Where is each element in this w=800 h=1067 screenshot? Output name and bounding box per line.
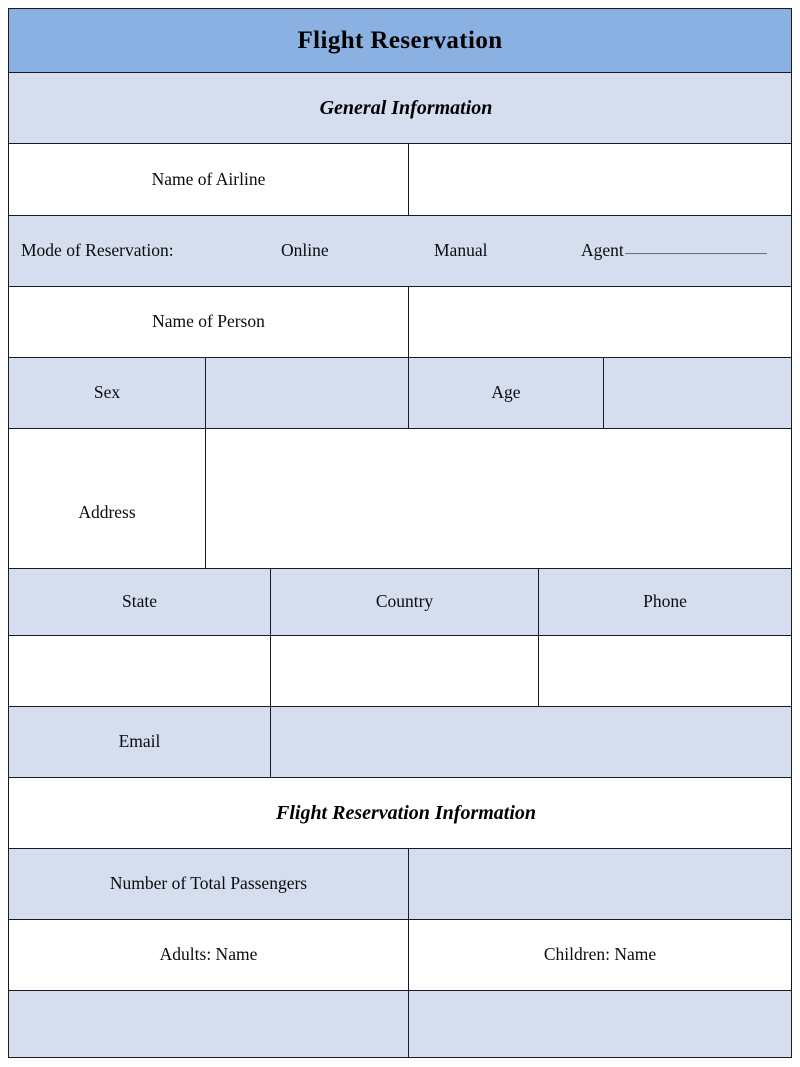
flight-reservation-form-table	[8, 8, 792, 1058]
country-label-cell	[271, 569, 539, 636]
sex-age-row	[9, 358, 792, 429]
location-header-row	[9, 569, 792, 636]
total-passengers-label-cell	[9, 849, 409, 920]
address-label-cell	[9, 429, 206, 569]
age-label-cell	[409, 358, 604, 429]
adults-label: Adults: Name	[159, 944, 258, 965]
title-row	[9, 9, 792, 73]
children-label-cell	[409, 920, 792, 991]
sex-input-cell[interactable]	[206, 358, 409, 429]
person-row	[9, 287, 792, 358]
section-heading-flight: Flight Reservation Information	[275, 801, 537, 824]
airline-input-cell[interactable]	[409, 144, 792, 216]
state-label: State	[122, 591, 157, 612]
mode-option-manual[interactable]: Manual	[434, 240, 488, 261]
state-input-cell[interactable]	[9, 636, 271, 707]
person-label-cell	[9, 287, 409, 358]
person-label: Name of Person	[152, 311, 265, 332]
age-input-cell[interactable]	[604, 358, 792, 429]
age-label: Age	[491, 382, 521, 403]
agent-name-input[interactable]	[625, 253, 767, 254]
address-label: Address	[78, 501, 136, 522]
total-passengers-label: Number of Total Passengers	[109, 873, 308, 894]
total-passengers-input-cell[interactable]	[409, 849, 792, 920]
page-title: Flight Reservation	[297, 26, 503, 54]
passenger-names-header-row	[9, 920, 792, 991]
phone-input-cell[interactable]	[539, 636, 792, 707]
mode-of-reservation-label: Mode of Reservation:	[21, 240, 174, 261]
adults-label-cell	[9, 920, 409, 991]
children-label: Children: Name	[543, 944, 657, 965]
phone-label: Phone	[643, 591, 687, 612]
mode-of-reservation-cell	[9, 216, 792, 287]
sex-label: Sex	[93, 382, 121, 403]
total-passengers-row	[9, 849, 792, 920]
airline-label: Name of Airline	[151, 168, 266, 189]
mode-of-reservation-row	[9, 216, 792, 287]
email-label: Email	[118, 731, 161, 752]
country-input-cell[interactable]	[271, 636, 539, 707]
state-label-cell	[9, 569, 271, 636]
flight-information-heading-row	[9, 778, 792, 849]
general-information-heading-row	[9, 73, 792, 144]
mode-option-online[interactable]: Online	[281, 240, 329, 261]
address-row	[9, 429, 792, 569]
form-title-cell	[9, 9, 792, 73]
email-row	[9, 707, 792, 778]
country-label: Country	[375, 591, 434, 612]
children-input-cell[interactable]	[409, 991, 792, 1058]
section-heading-flight-cell	[9, 778, 792, 849]
section-heading-general: General Information	[319, 96, 493, 119]
email-label-cell	[9, 707, 271, 778]
passenger-names-input-row	[9, 991, 792, 1058]
adults-input-cell[interactable]	[9, 991, 409, 1058]
airline-label-cell	[9, 144, 409, 216]
section-heading-general-cell	[9, 73, 792, 144]
location-input-row	[9, 636, 792, 707]
person-input-cell[interactable]	[409, 287, 792, 358]
address-input-cell[interactable]	[206, 429, 792, 569]
email-input-cell[interactable]	[271, 707, 792, 778]
sex-label-cell	[9, 358, 206, 429]
mode-option-agent-label[interactable]: Agent	[581, 240, 624, 261]
airline-row	[9, 144, 792, 216]
mode-option-agent-group	[581, 240, 767, 262]
phone-label-cell	[539, 569, 792, 636]
